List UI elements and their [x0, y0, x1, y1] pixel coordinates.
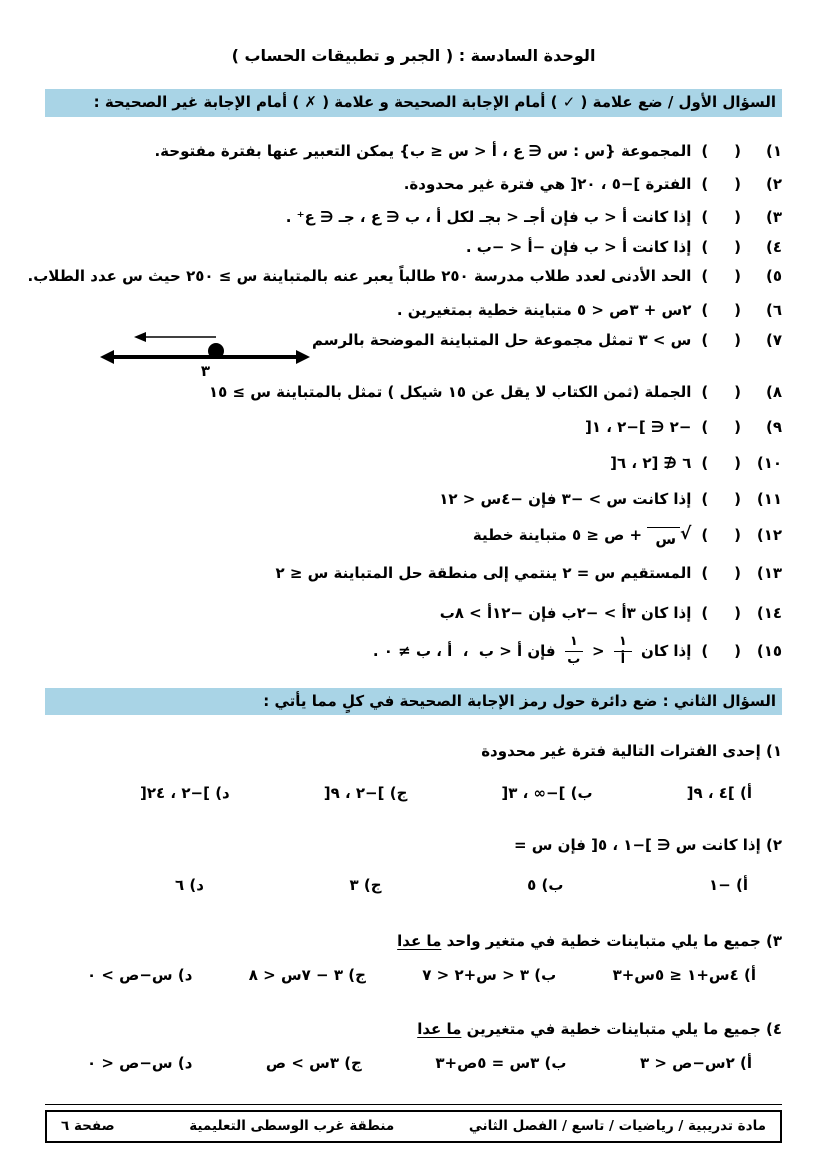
tf-item-12 [45, 525, 782, 549]
underlined-phrase: ما عدا [417, 1020, 462, 1039]
option-letter: د) [215, 784, 230, 803]
item-statement: س > ٣ تمثل مجموعة حل المتباينة الموضحة بالرسم [311, 330, 692, 349]
item-statement: المجموعة {س : س ∈ ع ، أ < س ≤ ب} يمكن التعبير عنها بفترة مفتوحة. [154, 141, 692, 160]
option-value: ]−∞ ، ٣[ [501, 784, 566, 803]
page-title: الوحدة السادسة : ( الجبر و تطبيقات الحساب ) [231, 46, 596, 65]
option-3-d[interactable] [87, 965, 192, 985]
item-number: ٣) [765, 207, 782, 226]
option-2-b[interactable] [527, 875, 563, 895]
axis-arrow-left [100, 350, 114, 364]
option-4-a[interactable] [640, 1053, 752, 1073]
solution-arrowhead [134, 332, 146, 342]
option-letter: ب) [534, 966, 557, 985]
axis-arrow-right [296, 350, 310, 364]
point-label: ٣ [200, 361, 210, 378]
item-statement: −٢ ∈ ]−٢ ، ١[ [585, 417, 692, 436]
answer-parens[interactable]: ( ) [701, 237, 742, 256]
option-letter: ج) [389, 784, 408, 803]
option-2-c[interactable] [350, 875, 382, 895]
item-number: ١٥) [756, 641, 782, 660]
option-letter: ج) [344, 1054, 362, 1073]
tf-item-15 [45, 635, 782, 668]
option-value: ٦ [175, 876, 185, 895]
item-statement: إذا كانت س > −٣ فإن −٤س < ١٢ [439, 489, 692, 508]
answer-parens[interactable]: ( ) [701, 489, 742, 508]
question-text: ٢) إذا كانت س ∈ ]−١ ، ٥[ فإن س = [513, 836, 782, 855]
item-number: ١٢) [756, 525, 782, 544]
item-statement: ٦ ∉ [٢ ، ٦[ [610, 453, 692, 472]
page-footer [45, 1104, 782, 1143]
question-text: ٤) جميع ما يلي متباينات خطية في متغيرين [461, 1020, 782, 1039]
mcq-question-3 [45, 931, 782, 951]
mcq-question-2 [45, 835, 782, 855]
option-3-c[interactable] [249, 965, 366, 985]
radicand: س [647, 527, 680, 549]
footer-page-number: صفحة ٦ [61, 1118, 115, 1134]
item-statement-rest: + ص ≤ ٥ متباينة خطية [472, 525, 643, 544]
item-number: ١٠) [756, 453, 782, 472]
option-4-d[interactable] [87, 1053, 192, 1073]
item-statement: الحد الأدنى لعدد طلاب مدرسة ٢٥٠ طالباً يعبر عنه بالمتباينة س ≥ ٢٥٠ حيث س عدد الطلاب. [27, 266, 692, 285]
tf-item-14 [45, 603, 782, 623]
tf-item-3 [45, 207, 782, 227]
fraction-1 [614, 635, 632, 668]
option-letter: ج) [363, 876, 382, 895]
tf-item-4 [45, 237, 782, 257]
item-number: ٢) [765, 174, 782, 193]
answer-parens[interactable]: ( ) [701, 300, 742, 319]
item-number: ٧) [765, 330, 782, 349]
numberline-graphic [100, 326, 310, 378]
item-number: ٨) [765, 382, 782, 401]
section1-header-text: السؤال الأول / ضع علامة ( ✓ ) أمام الإجابة الصحيحة و علامة ( ✗ ) أمام الإجابة غير الصحيحة : [93, 93, 776, 111]
option-letter: أ) [740, 784, 752, 803]
item-statement: إذا كانت أ < ب فإن −أ < −ب . [465, 237, 692, 256]
fraction-1-denominator: أ [620, 651, 626, 667]
tf-item-11 [45, 489, 782, 509]
answer-parens[interactable]: ( ) [701, 525, 742, 544]
mcq-question-4 [45, 1019, 782, 1039]
fraction-2-denominator: ب [567, 651, 581, 667]
option-letter: د) [177, 966, 193, 985]
solution-point [208, 343, 224, 359]
answer-parens[interactable]: ( ) [701, 266, 742, 285]
statement-suffix: فإن أ < ب ، أ ، ب ≠ ٠ . [372, 641, 556, 660]
mcq-question-1 [45, 741, 782, 761]
tf-item-5 [27, 266, 782, 286]
section1-header-bar [45, 89, 782, 117]
footer-box [45, 1110, 782, 1143]
option-value: ٥ [527, 876, 537, 895]
item-number: ١٤) [756, 603, 782, 622]
option-1-c[interactable] [324, 783, 408, 803]
fraction-2-numerator: ١ [565, 635, 583, 652]
option-value: ٣س = ٥ص+٣ [435, 1054, 540, 1073]
option-1-b[interactable] [501, 783, 592, 803]
item-statement: إذا كان ٣أ > −٢ب فإن −١٢أ > ٨ب [439, 603, 692, 622]
tf-item-8 [45, 382, 782, 402]
multiple-choice-section [45, 741, 782, 1073]
answer-parens[interactable]: ( ) [701, 207, 742, 226]
item-statement: إذا كانت أ < ب فإن أجـ < بجـ لكل أ ، ب ∈ ع ، جـ ∈ ع⁺ . [285, 207, 692, 226]
answer-parens[interactable]: ( ) [701, 603, 742, 622]
options-row-4 [45, 1053, 782, 1073]
question-text: ١) إحدى الفترات التالية فترة غير محدودة [481, 742, 782, 761]
relation-sign: < [592, 641, 605, 660]
option-value: ٣ < س+٢ < ٧ [422, 966, 530, 985]
option-letter: ب) [544, 1054, 567, 1073]
option-letter: أ) [744, 966, 756, 985]
underlined-phrase: ما عدا [397, 932, 442, 951]
item-statement: الفترة ]−٥ ، ٢٠[ هي فترة غير محدودة. [403, 174, 692, 193]
option-value: ٤س+١ ≤ ٥س+٣ [612, 966, 739, 985]
answer-parens[interactable]: ( ) [701, 641, 742, 660]
option-value: ]٤ ، ٩[ [686, 784, 735, 803]
fraction-2 [565, 635, 583, 668]
option-value: ]−٢ ، ٩[ [323, 784, 385, 803]
options-row-2 [45, 875, 782, 895]
option-value: ٢س−ص < ٣ [639, 1054, 735, 1073]
option-value: ٣ [349, 876, 359, 895]
item-statement: ٢س + ٣ص < ٥ متباينة خطية بمتغيرين . [396, 300, 692, 319]
answer-parens[interactable]: ( ) [701, 453, 742, 472]
option-letter: أ) [740, 1054, 752, 1073]
statement-prefix: إذا كان [641, 641, 692, 660]
tf-item-2 [45, 174, 782, 194]
option-value: ]−٢ ، ٢٤[ [140, 784, 210, 803]
option-value: س−ص > ٠ [87, 966, 173, 985]
question-text: ٣) جميع ما يلي متباينات خطية في متغير واحد [441, 932, 782, 951]
option-1-d[interactable] [140, 783, 230, 803]
answer-parens[interactable]: ( ) [701, 563, 742, 582]
radical-sign: √ [680, 523, 692, 544]
sqrt-radical [647, 523, 692, 549]
tf-item-10 [45, 453, 782, 473]
option-letter: ب) [570, 784, 593, 803]
option-2-d[interactable] [175, 875, 204, 895]
option-letter: ج) [348, 966, 366, 985]
option-letter: د) [189, 876, 204, 895]
item-statement [373, 635, 692, 668]
answer-parens[interactable]: ( ) [701, 382, 742, 401]
item-number: ١٣) [756, 563, 782, 582]
answer-parens[interactable]: ( ) [701, 417, 742, 436]
option-letter: د) [177, 1054, 193, 1073]
fraction-1-numerator: ١ [614, 635, 632, 652]
option-letter: أ) [736, 876, 748, 895]
option-letter: ب) [541, 876, 564, 895]
option-1-a[interactable] [687, 783, 752, 803]
option-value: ٣ − ٧س < ٨ [248, 966, 343, 985]
option-3-b[interactable] [422, 965, 556, 985]
footer-course-info: مادة تدريبية / رياضيات / تاسع / الفصل الثاني [468, 1118, 766, 1134]
section2-header-text: السؤال الثاني : ضع دائرة حول رمز الإجابة الصحيحة في كلٍ مما يأتي : [263, 691, 776, 710]
tf-item-9 [45, 417, 782, 437]
item-number: ٥) [765, 266, 782, 285]
true-false-items [27, 141, 782, 668]
option-value: س−ص < ٠ [87, 1054, 173, 1073]
option-4-c[interactable] [266, 1053, 362, 1073]
option-4-b[interactable] [435, 1053, 566, 1073]
item-number: ٤) [765, 237, 782, 256]
item-statement: المستقيم س = ٢ ينتمي إلى منطقة حل المتباينة س ≤ ٢ [275, 563, 692, 582]
answer-parens[interactable]: ( ) [701, 174, 742, 193]
item-statement [473, 525, 692, 549]
answer-parens[interactable]: ( ) [701, 330, 742, 349]
option-value: −١ [709, 876, 731, 895]
item-number: ٩) [765, 417, 782, 436]
tf-item-13 [45, 563, 782, 583]
answer-parens[interactable]: ( ) [701, 141, 742, 160]
tf-item-6 [45, 300, 782, 320]
tf-item-1 [45, 141, 782, 161]
options-row-1 [45, 783, 782, 803]
item-statement: الجملة (ثمن الكتاب لا يقل عن ١٥ شيكل ) تمثل بالمتباينة س ≥ ١٥ [208, 382, 692, 401]
tf-item-7 [45, 330, 782, 382]
section2-header-bar [45, 688, 782, 716]
option-3-a[interactable] [613, 965, 756, 985]
option-2-a[interactable] [709, 875, 748, 895]
footer-district: منطقة غرب الوسطى التعليمية [189, 1118, 395, 1134]
item-number: ١١) [756, 489, 782, 508]
footer-divider [45, 1104, 782, 1105]
option-value: ٣س > ص [265, 1054, 339, 1073]
item-number: ١) [765, 141, 782, 160]
item-number: ٦) [765, 300, 782, 319]
options-row-3 [45, 965, 782, 985]
